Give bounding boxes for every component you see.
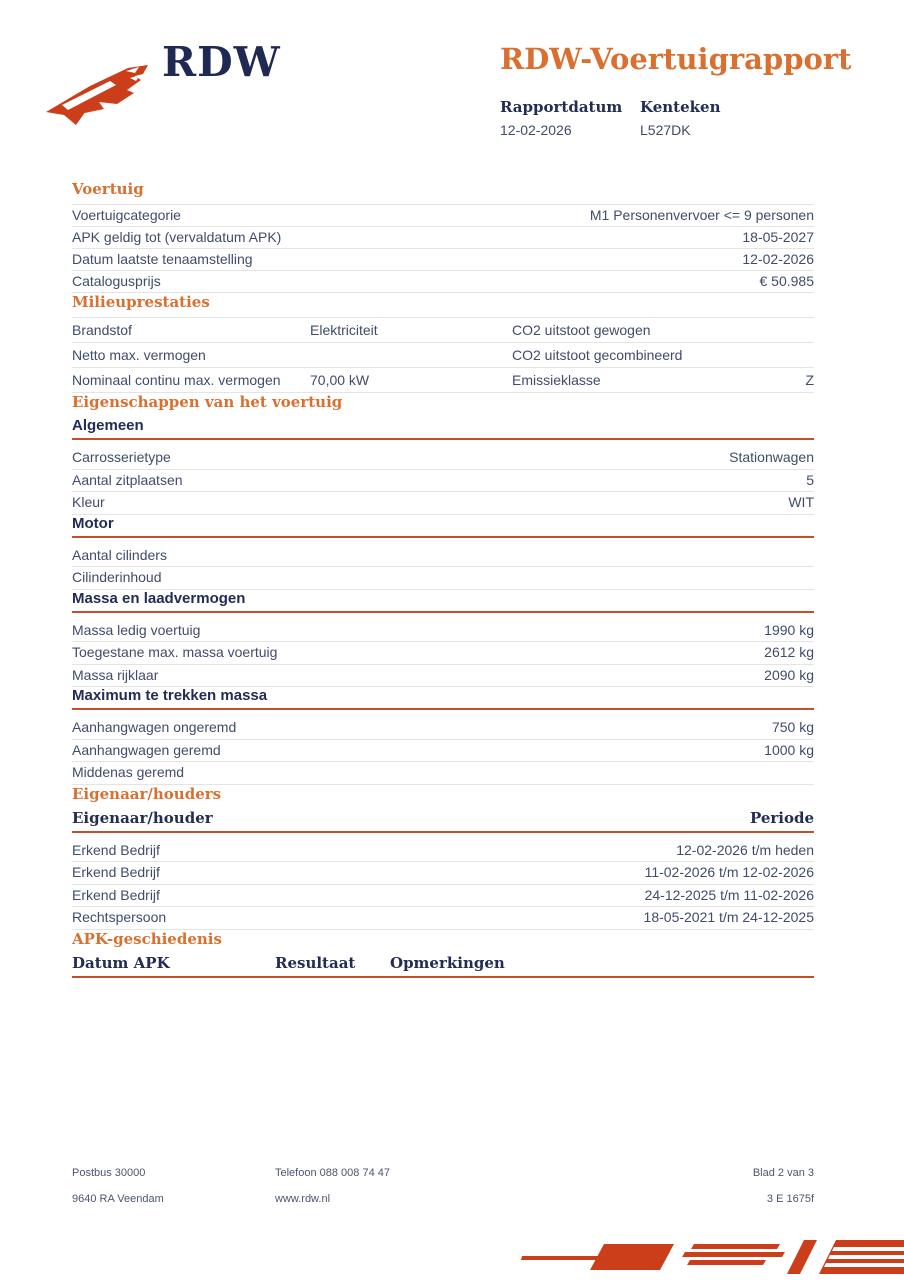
table-row [72, 343, 814, 368]
row-label2: Emissieklasse [512, 372, 601, 388]
algemeen-table [72, 447, 814, 515]
subsection-title-algemeen: Algemeen [72, 417, 144, 434]
row-label: Brandstof [72, 322, 132, 338]
rdw-wing-logo-icon [40, 52, 160, 132]
row-label: Toegestane max. massa voertuig [72, 644, 278, 660]
table-row [72, 567, 814, 590]
report-date-label: Rapportdatum [500, 98, 623, 116]
license-plate-value: L527DK [640, 122, 691, 138]
footer-address-line2: 9640 RA Veendam [72, 1193, 164, 1205]
table-row [72, 620, 814, 643]
table-row [72, 205, 814, 227]
section-title-milieuprestaties: Milieuprestaties [72, 293, 210, 311]
column-header-datum-apk: Datum APK [72, 953, 170, 972]
table-row [72, 318, 814, 343]
license-plate-label: Kenteken [640, 98, 721, 116]
owner-period: 24-12-2025 t/m 11-02-2026 [644, 886, 814, 903]
row-value: 18-05-2027 [742, 229, 814, 245]
row-label: Aantal zitplaatsen [72, 471, 183, 488]
subsection-title-motor: Motor [72, 514, 114, 532]
table-row [72, 717, 814, 740]
footer-row [72, 1193, 814, 1206]
divider [72, 976, 814, 978]
section-title-voertuig: Voertuig [72, 180, 144, 198]
row-value: 1990 kg [764, 621, 814, 638]
table-row [72, 249, 814, 271]
row-value: 1000 kg [764, 741, 814, 758]
table-row [72, 227, 814, 249]
report-body [72, 180, 814, 978]
row-value: € 50.985 [759, 273, 814, 289]
row-label: Middenas geremd [72, 764, 185, 780]
footer-address-line1: Postbus 30000 [72, 1167, 146, 1179]
row-label: Kleur [72, 494, 105, 510]
divider [72, 831, 814, 833]
owner-name: Erkend Bedrijf [72, 886, 160, 903]
report-date-block [500, 98, 640, 138]
column-header-resultaat: Resultaat [275, 953, 356, 972]
motor-table [72, 545, 814, 590]
owner-period: 11-02-2026 t/m 12-02-2026 [644, 864, 814, 880]
row-label: Aanhangwagen geremd [72, 741, 221, 758]
rdw-stripes-logo-icon [504, 1234, 904, 1280]
divider [72, 708, 814, 710]
row-label2: CO2 uitstoot gewogen [512, 322, 651, 338]
row-label: Massa rijklaar [72, 666, 159, 683]
row-value: 12-02-2026 [742, 251, 814, 267]
table-row [72, 271, 814, 293]
footer-row [72, 1167, 814, 1180]
table-row [72, 447, 814, 470]
row-value: 2612 kg [764, 644, 814, 660]
subsection-title-trekken: Maximum te trekken massa [72, 687, 268, 704]
table-row [72, 545, 814, 568]
table-row [72, 907, 814, 930]
row-label: APK geldig tot (vervaldatum APK) [72, 229, 282, 245]
page-title: RDW-Voertuigrapport [500, 42, 852, 76]
milieu-table [72, 317, 814, 393]
table-row [72, 368, 814, 393]
column-header-opmerkingen: Opmerkingen [390, 953, 505, 972]
table-row [72, 665, 814, 688]
row-label: Aantal cilinders [72, 546, 167, 563]
divider [72, 536, 814, 538]
page-footer [72, 1167, 814, 1219]
row-label: Voertuigcategorie [72, 207, 181, 223]
table-row [72, 740, 814, 763]
eigenaar-table-header [72, 809, 814, 827]
row-value: M1 Personenvervoer <= 9 personen [589, 207, 814, 223]
row-label: Carrosserietype [72, 449, 171, 465]
row-value: 750 kg [771, 719, 814, 735]
row-value: WIT [788, 494, 814, 510]
row-value: 2090 kg [764, 666, 814, 683]
footer-doc-code: 3 E 1675f [766, 1193, 814, 1205]
table-row [72, 885, 814, 908]
row-label2: CO2 uitstoot gecombineerd [512, 347, 683, 363]
owner-name: Rechtspersoon [72, 909, 167, 925]
report-date-value: 12-02-2026 [500, 122, 572, 138]
table-row [72, 492, 814, 515]
owner-period: 12-02-2026 t/m heden [676, 841, 814, 858]
row-value2: Z [805, 372, 814, 388]
row-label: Netto max. vermogen [72, 347, 206, 363]
voertuig-table [72, 204, 814, 293]
section-title-apk: APK-geschiedenis [72, 929, 222, 948]
section-title-eigenaar: Eigenaar/houders [72, 784, 222, 803]
row-label: Cilinderinhoud [72, 569, 162, 585]
report-header [500, 42, 860, 138]
subsection-title-massa: Massa en laadvermogen [72, 589, 246, 607]
table-row [72, 862, 814, 885]
row-label: Aanhangwagen ongeremd [72, 719, 237, 735]
divider [72, 438, 814, 440]
rdw-brand [40, 38, 281, 138]
row-value: 5 [806, 471, 814, 488]
rdw-logo-text: RDW [162, 38, 281, 86]
column-header-eigenaar: Eigenaar/houder [72, 808, 213, 827]
owner-period: 18-05-2021 t/m 24-12-2025 [643, 909, 814, 925]
trekken-table [72, 717, 814, 785]
footer-phone: Telefoon 088 008 74 47 [275, 1167, 390, 1179]
row-value: Stationwagen [729, 449, 814, 465]
table-row [72, 642, 814, 665]
section-title-eigenschappen: Eigenschappen van het voertuig [72, 393, 343, 411]
eigenaar-table [72, 840, 814, 930]
divider [72, 611, 814, 613]
owner-name: Erkend Bedrijf [72, 864, 160, 880]
table-row [72, 470, 814, 493]
table-row [72, 840, 814, 863]
apk-table-header [72, 954, 814, 972]
row-value [310, 343, 512, 367]
row-label: Datum laatste tenaamstelling [72, 251, 253, 267]
footer-website: www.rdw.nl [275, 1193, 331, 1205]
row-value: 70,00 kW [310, 372, 370, 388]
owner-name: Erkend Bedrijf [72, 841, 160, 858]
footer-page-number: Blad 2 van 3 [752, 1167, 814, 1179]
license-plate-block [640, 98, 720, 138]
row-label: Massa ledig voertuig [72, 621, 201, 638]
table-row [72, 762, 814, 785]
massa-table [72, 620, 814, 688]
row-value: Elektriciteit [310, 322, 378, 338]
row-label: Nominaal continu max. vermogen [72, 372, 281, 388]
row-label: Catalogusprijs [72, 273, 161, 289]
column-header-periode: Periode [749, 808, 814, 827]
report-meta [500, 98, 860, 138]
